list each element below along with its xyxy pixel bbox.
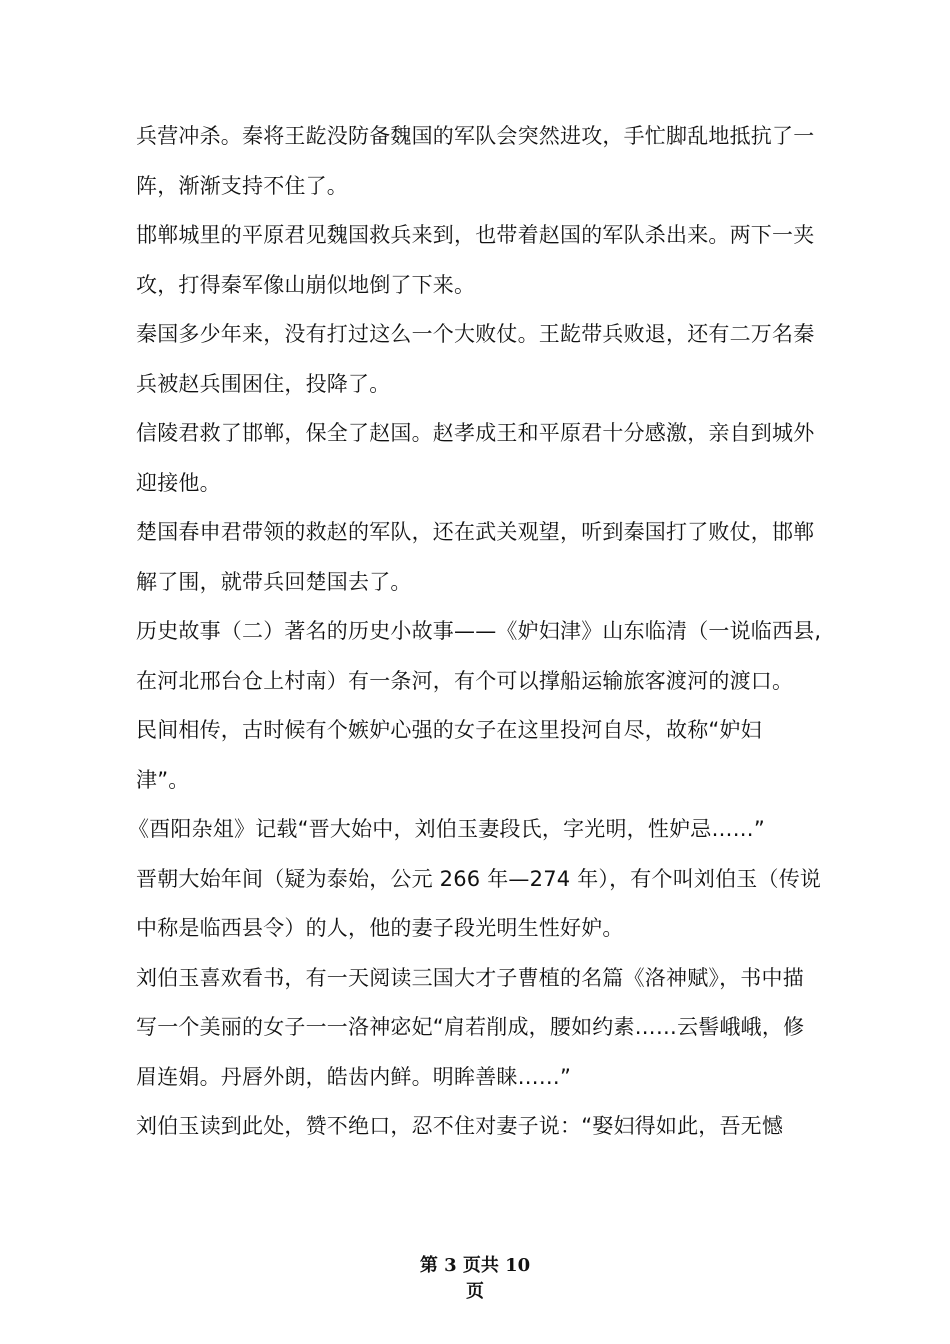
text-line: 晋朝大始年间（疑为泰始，公元 266 年—274 年），有个叫刘伯玉（传说 [136, 866, 822, 891]
text-line: 邯郸城里的平原君见魏国救兵来到，也带着赵国的军队杀出来。两下一夹 [136, 223, 815, 247]
text-line: 刘伯玉读到此处，赞不绝口，忍不住对妻子说：“娶妇得如此，吾无憾 [136, 1114, 784, 1138]
text-line: 历史故事（二）著名的历史小故事——《妒妇津》山东临清（一说临西县, [136, 619, 822, 643]
text-line: 迎接他。 [136, 470, 221, 495]
text-line: 在河北邢台仓上村南）有一条河，有个可以撑船运输旅客渡河的渡口。 [136, 668, 794, 693]
text-line: 攻，打得秦军像山崩似地倒了下来。 [136, 272, 476, 297]
text-line: 中称是临西县令）的人，他的妻子段光明生性好妒。 [136, 916, 624, 940]
page-number-line-1: 第 3 页共 10 [419, 1255, 531, 1276]
text-line: 刘伯玉喜欢看书，有一天阅读三国大才子曹植的名篇《洛神赋》，书中描 [136, 965, 804, 990]
text-line: 秦国多少年来，没有打过这么一个大败仗。王龁带兵败退，还有二万名秦 [136, 322, 815, 346]
body-text [128, 112, 836, 1152]
text-line: 民间相传，古时候有个嫉妒心强的女子在这里投河自尽，故称“妒妇 [136, 718, 762, 742]
text-line: 眉连娟。丹唇外朗，皓齿内鲜。明眸善睐……” [136, 1064, 572, 1089]
text-line: 楚国春申君带领的救赵的军队，还在武关观望，听到秦国打了败仗，邯郸 [136, 520, 815, 544]
text-line: 津”。 [136, 767, 190, 792]
text-line: 阵，渐渐支持不住了。 [136, 173, 348, 198]
text-line: 解了围，就带兵回楚国去了。 [136, 569, 412, 594]
page-number-line-2: 页 [466, 1281, 484, 1302]
page-number-footer [0, 1253, 950, 1305]
text-line: 写一个美丽的女子一一洛神宓妃“肩若削成，腰如约素……云髻峨峨，修 [136, 1015, 805, 1039]
text-line: 信陵君救了邯郸，保全了赵国。赵孝成王和平原君十分感激，亲自到城外 [136, 421, 815, 445]
text-line: 兵被赵兵围困住，投降了。 [136, 371, 391, 396]
text-line: 兵营冲杀。秦将王龁没防备魏国的军队会突然进攻，手忙脚乱地抵抗了一 [136, 124, 815, 148]
text-line: 《酉阳杂俎》记载“晋大始中，刘伯玉妻段氏，字光明，性妒忌……” [128, 817, 765, 841]
